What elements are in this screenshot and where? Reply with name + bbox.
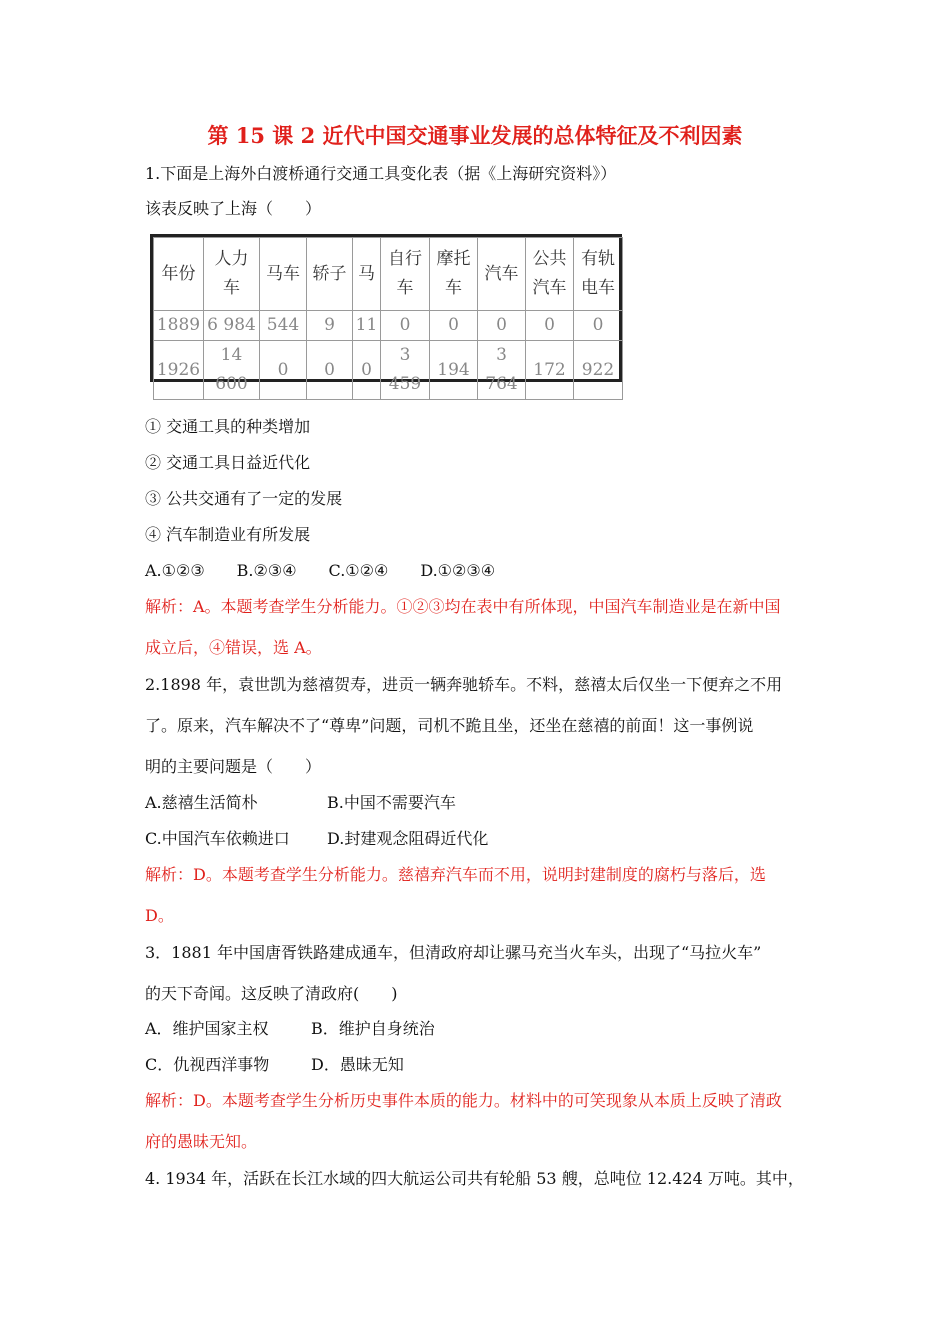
table-header-cell: [204, 238, 260, 311]
option-d: D．愚昧无知: [311, 1055, 404, 1074]
table-header-line: 汽车: [532, 278, 567, 298]
table-cell: 0: [353, 341, 381, 400]
table-header-cell: [430, 238, 478, 311]
table-cell: 14 600: [204, 341, 260, 400]
question-1-analysis-cont: 成立后，④错误，选 A。: [145, 638, 322, 657]
table-header-line: 自行: [388, 249, 422, 269]
table-header-cell: 年份: [154, 238, 204, 311]
question-2-stem-cont: 了。原来，汽车解决不了“尊卑”问题，司机不跪且坐，还坐在慈禧的前面！这一事例说: [145, 716, 754, 735]
table-cell: 922: [574, 341, 623, 400]
table-header-line: 人力: [214, 249, 249, 269]
question-3-analysis-cont: 府的愚昧无知。: [145, 1132, 258, 1151]
question-2-stem: 2.1898 年，袁世凯为慈禧贺寿，进贡一辆奔驰轿车。不料，慈禧太后仅坐一下便弃之不用: [145, 675, 783, 694]
table-cell: 0: [574, 311, 623, 341]
option-b: B．维护自身统治: [311, 1019, 435, 1038]
table-cell: 0: [430, 311, 478, 341]
table-header-row: [154, 238, 623, 311]
option-d: D.封建观念阻碍近代化: [327, 829, 489, 848]
option-a: A．维护国家主权: [145, 1019, 269, 1038]
table-cell: 1889: [154, 311, 204, 341]
question-1-options: A.①②③ B.②③④ C.①②④ D.①②③④: [145, 561, 496, 580]
table-header-cell: 马车: [260, 238, 307, 311]
question-4-stem: 4. 1934 年，活跃在长江水域的四大航运公司共有轮船 53 艘，总吨位 12.424 万吨。其中，: [145, 1169, 804, 1188]
page-title: 第 15 课 2 近代中国交通事业发展的总体特征及不利因素: [207, 123, 743, 148]
table-header-cell: 轿子: [307, 238, 353, 311]
table-header-line: 公共: [532, 249, 567, 269]
question-1-stem: 1.下面是上海外白渡桥通行交通工具变化表（据《上海研究资料》）: [145, 164, 617, 183]
table-cell: 0: [478, 311, 526, 341]
table-cell: 3 459: [381, 341, 430, 400]
table-header-line: 电车: [581, 278, 615, 298]
table-header-line: 车: [223, 278, 240, 298]
question-3-stem-cont: 的天下奇闻。这反映了清政府( ): [145, 984, 398, 1003]
table-cell: 194: [430, 341, 478, 400]
question-2-analysis: 解析：D。本题考查学生分析能力。慈禧弃汽车而不用，说明封建制度的腐朽与落后，选: [145, 865, 766, 884]
table-header-cell: [574, 238, 623, 311]
table-cell: 9: [307, 311, 353, 341]
table-header-cell: [526, 238, 574, 311]
question-2-options-row: [145, 829, 645, 849]
question-3-stem: 3．1881 年中国唐胥铁路建成通车，但清政府却让骡马充当火车头，出现了“马拉火车”: [145, 943, 762, 962]
table-cell: 11: [353, 311, 381, 341]
table-header-line: 车: [445, 278, 462, 298]
question-2-stem-cont: 明的主要问题是（ ）: [145, 757, 322, 776]
table-cell: 544: [260, 311, 307, 341]
table-cell: 3 764: [478, 341, 526, 400]
table-header-cell: 汽车: [478, 238, 526, 311]
question-3-analysis: 解析：D。本题考查学生分析历史事件本质的能力。材料中的可笑现象从本质上反映了清政: [145, 1091, 782, 1110]
question-1-item: ② 交通工具日益近代化: [145, 453, 311, 472]
table-cell: 172: [526, 341, 574, 400]
option-c: C.中国汽车依赖进口: [145, 829, 290, 848]
question-1-analysis: 解析：A。本题考查学生分析能力。①②③均在表中有所体现，中国汽车制造业是在新中国: [145, 597, 781, 616]
question-2-analysis-cont: D。: [145, 906, 174, 925]
table-header-cell: [381, 238, 430, 311]
table-header-cell: 马: [353, 238, 381, 311]
question-2-options-row: [145, 793, 645, 813]
option-a: A.慈禧生活简朴: [145, 793, 258, 812]
table-cell: 6 984: [204, 311, 260, 341]
option-b: B.中国不需要汽车: [327, 793, 456, 812]
table-cell: 1926: [154, 341, 204, 400]
question-1-stem-2: 该表反映了上海（ ）: [145, 199, 322, 218]
table-cell: 0: [307, 341, 353, 400]
table-cell: 0: [526, 311, 574, 341]
question-3-options-row: [145, 1055, 645, 1075]
table-row: [154, 341, 623, 400]
option-c: C．仇视西洋事物: [145, 1055, 270, 1074]
table-header-line: 有轨: [581, 249, 615, 269]
table-cell: 0: [260, 341, 307, 400]
table-row: [154, 311, 623, 341]
question-1-item: ③ 公共交通有了一定的发展: [145, 489, 343, 508]
question-1-item: ④ 汽车制造业有所发展: [145, 525, 311, 544]
traffic-table: [150, 234, 622, 394]
table-header-line: 车: [396, 278, 414, 298]
table-header-line: 摩托: [436, 249, 471, 269]
question-1-item: ① 交通工具的种类增加: [145, 417, 311, 436]
table-cell: 0: [381, 311, 430, 341]
question-3-options-row: [145, 1019, 645, 1039]
